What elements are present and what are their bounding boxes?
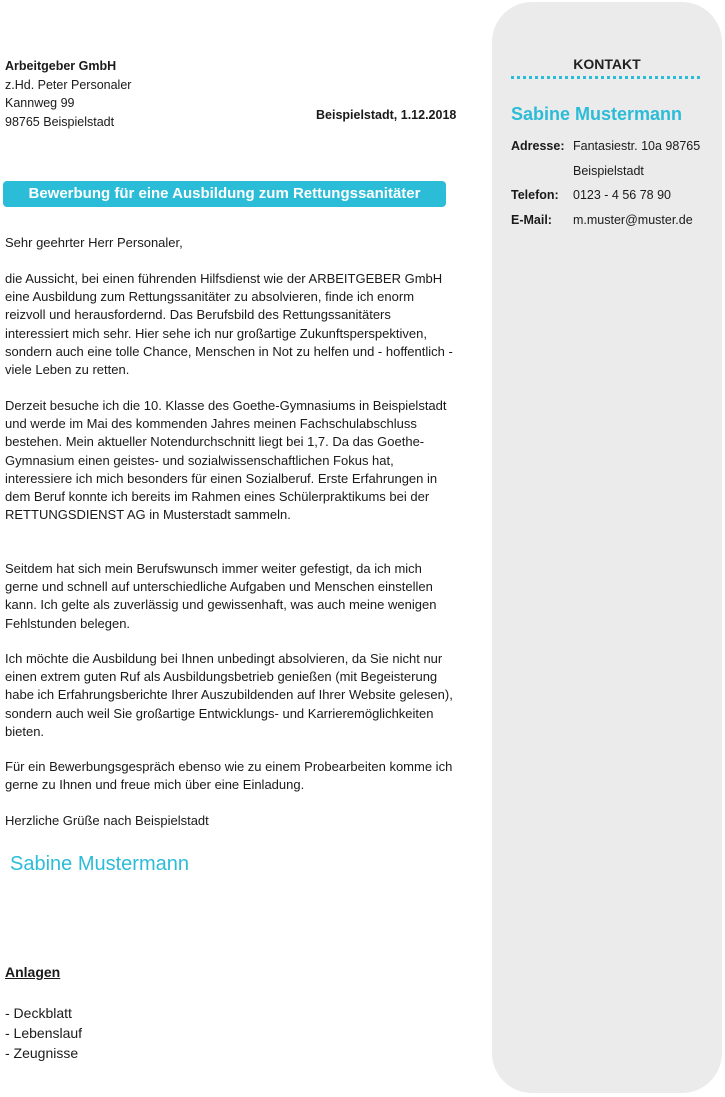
recipient-city: 98765 Beispielstadt	[5, 114, 115, 129]
attachments-list	[5, 1003, 82, 1063]
address-line2: Beispielstadt	[573, 164, 644, 178]
dotted-divider	[511, 76, 700, 79]
email-value: m.muster@muster.de	[573, 213, 693, 227]
letter-date: Beispielstadt, 1.12.2018	[316, 108, 457, 122]
paragraph-text: Für ein Bewerbungsgespräch ebenso wie zu einem Probearbeiten komme ich gerne zu Ihnen und freue mich über eine Einladung.	[5, 759, 453, 793]
recipient-address	[5, 57, 131, 131]
address-label: Adresse:	[511, 139, 565, 153]
attachment-item: - Lebenslauf	[5, 1025, 83, 1041]
phone-label: Telefon:	[511, 188, 559, 202]
paragraph-3	[5, 560, 455, 633]
phone-value: 0123 - 4 56 78 90	[573, 188, 671, 202]
salutation: Sehr geehrter Herr Personaler,	[5, 235, 183, 250]
paragraph-2	[5, 397, 455, 524]
recipient-attention: z.Hd. Peter Personaler	[5, 77, 132, 92]
sender-name: Sabine Mustermann	[511, 104, 683, 124]
paragraph-text: die Aussicht, bei einen führenden Hilfsdienst wie der ARBEITGEBER GmbH eine Ausbildung zum Rettungssanitäter zu absolvieren, finde ich enorm reizvoll und herausfordernd. Das Berufsbild des Rettungssanitäters interessiert mich sehr. Hier sehe ich nur großartige Zukunftsperspektiven, sondern auch eine tolle Chance, Menschen in Not zu helfen und - hoffentlich - viele Leben zu retten.	[5, 271, 453, 378]
attachment-item: - Deckblatt	[5, 1005, 72, 1021]
attachment-item: - Zeugnisse	[5, 1045, 79, 1061]
paragraph-1	[5, 270, 455, 379]
contact-heading: KONTAKT	[573, 56, 641, 72]
paragraph-text: Derzeit besuche ich die 10. Klasse des Goethe-Gymnasiums in Beispielstadt und werde im Mai des kommenden Jahres meinen Fachschulabschluss bestehen. Mein aktueller Notendurchschnitt liegt bei 1,7. Da das Goethe-Gymnasium einen geistes- und sozialwissenschaftlichen Fokus hat, interessiere ich mich besonders für einen Sozialberuf. Erste Erfahrungen in dem Beruf konnte ich bereits im Rahmen eines Schülerpraktikums bei der RETTUNGSDIENST AG in Musterstadt sammeln.	[5, 398, 447, 523]
paragraph-5	[5, 758, 455, 794]
contact-sidebar	[492, 2, 722, 1093]
recipient-street: Kannweg 99	[5, 96, 75, 110]
recipient-company: Arbeitgeber GmbH	[5, 59, 117, 73]
subject-banner: Bewerbung für eine Ausbildung zum Rettungssanitäter	[3, 181, 446, 207]
paragraph-4	[5, 650, 455, 741]
address-line1: Fantasiestr. 10a 98765	[573, 139, 701, 153]
paragraph-text: Ich möchte die Ausbildung bei Ihnen unbedingt absolvieren, da Sie nicht nur einen extrem guten Ruf als Ausbildungsbetrieb genießen (mit Begeisterung habe ich Erfahrungsberichte Ihrer Auszubildenden auf Ihrer Website gelesen), sondern auch weil Sie großartige Entwicklungs- und Karrieremöglichkeiten bieten.	[5, 651, 453, 739]
closing: Herzliche Grüße nach Beispielstadt	[5, 813, 209, 828]
attachments-title: Anlagen	[5, 964, 61, 980]
signature: Sabine Mustermann	[10, 853, 189, 875]
email-label: E-Mail:	[511, 213, 552, 227]
paragraph-text: Seitdem hat sich mein Berufswunsch immer weiter gefestigt, da ich mich gerne und schnell auf unterschiedliche Aufgaben und Menschen einstellen kann. Ich gelte als zuverlässig und gewissenhaft, was auch meine wenigen Fehlstunden belegen.	[5, 561, 437, 631]
